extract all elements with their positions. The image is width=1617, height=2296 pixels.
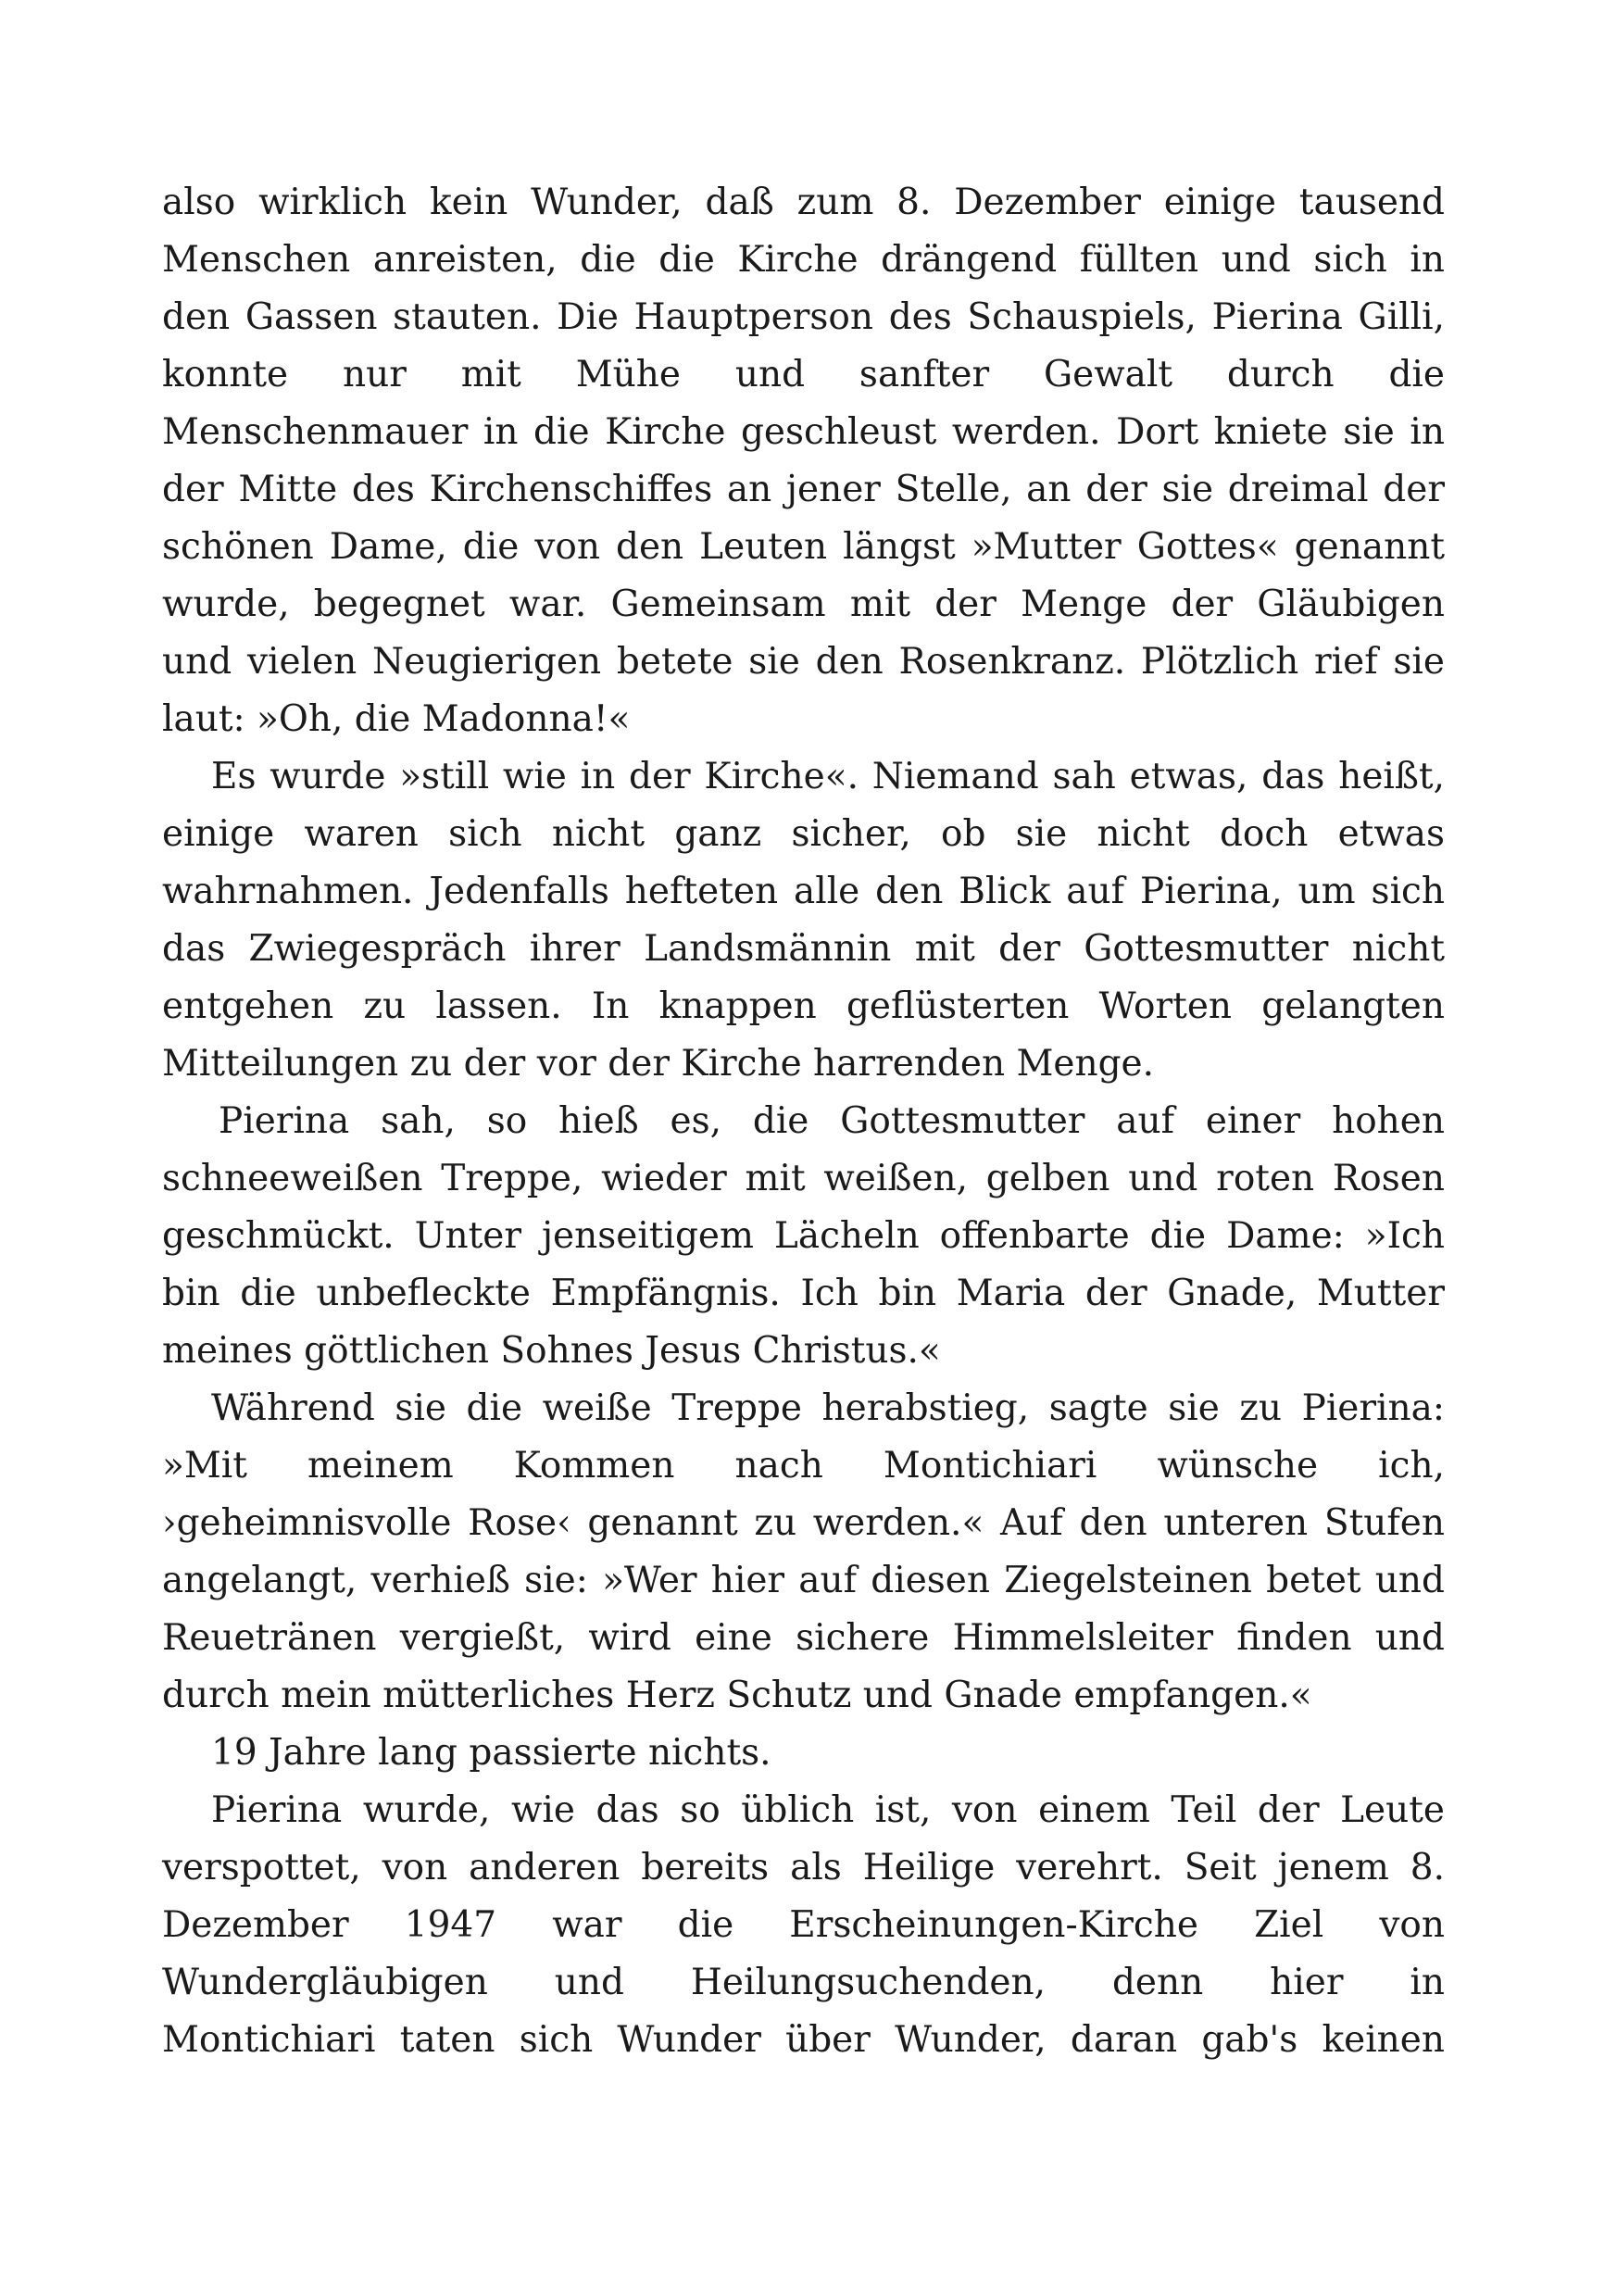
text-line: bin die unbefleckte Empfängnis. Ich bin Maria der Gnade, Mutter xyxy=(162,1273,1445,1314)
text-line: durch mein mütterliches Herz Schutz und Gnade empfangen.« xyxy=(162,1675,1312,1716)
text-line: und vielen Neugierigen betete sie den Rosenkranz. Plötzlich rief sie xyxy=(162,641,1445,683)
paragraph-start-line: Pierina wurde, wie das so üblich ist, von einem Teil der Leute xyxy=(211,1789,1445,1831)
text-line: Dezember 1947 war die Erscheinungen-Kirche Ziel von xyxy=(162,1904,1445,1946)
text-line: Menschen anreisten, die die Kirche drängend füllten und sich in xyxy=(162,239,1445,281)
paragraph-start-line: Es wurde »still wie in der Kirche«. Niemand sah etwas, das heißt, xyxy=(211,756,1445,797)
paragraph-start-line: Während sie die weiße Treppe herabstieg, sagte sie zu Pierina: xyxy=(211,1387,1445,1429)
paragraph-start-line: 19 Jahre lang passierte nichts. xyxy=(211,1732,771,1774)
text-line: meines göttlichen Sohnes Jesus Christus.« xyxy=(162,1330,941,1372)
text-line: schönen Dame, die von den Leuten längst »Mutter Gottes« genannt xyxy=(162,526,1445,568)
text-line: ›geheimnisvolle Rose‹ genannt zu werden.« Auf den unteren Stufen xyxy=(162,1502,1445,1544)
text-line: wahrnahmen. Jedenfalls hefteten alle den Blick auf Pierina, um sich xyxy=(162,871,1445,912)
text-line: das Zwiegespräch ihrer Landsmännin mit der Gottesmutter nicht xyxy=(162,928,1445,970)
text-line: »Mit meinem Kommen nach Montichiari wünsche ich, xyxy=(162,1445,1445,1487)
text-line: schneeweißen Treppe, wieder mit weißen, gelben und roten Rosen xyxy=(162,1158,1445,1199)
text-line: Menschenmauer in die Kirche geschleust werden. Dort kniete sie in xyxy=(162,411,1445,453)
text-line: laut: »Oh, die Madonna!« xyxy=(162,698,631,740)
text-line: der Mitte des Kirchenschiffes an jener Stelle, an der sie dreimal der xyxy=(162,469,1445,510)
text-line: also wirklich kein Wunder, daß zum 8. Dezember einige tausend xyxy=(162,182,1445,223)
text-line: entgehen zu lassen. In knappen geflüsterten Worten gelangten xyxy=(162,985,1445,1027)
text-line: einige waren sich nicht ganz sicher, ob sie nicht doch etwas xyxy=(162,813,1445,855)
text-line: geschmückt. Unter jenseitigem Lächeln offenbarte die Dame: »Ich xyxy=(162,1215,1445,1257)
paragraph-start-line: Pierina sah, so hieß es, die Gottesmutter auf einer hohen xyxy=(219,1100,1445,1142)
text-line: den Gassen stauten. Die Hauptperson des Schauspiels, Pierina Gilli, xyxy=(162,296,1445,338)
text-line: Wundergläubigen und Heilungsuchenden, denn hier in xyxy=(162,1962,1445,2003)
text-line: wurde, begegnet war. Gemeinsam mit der Menge der Gläubigen xyxy=(162,583,1445,625)
text-line: Mitteilungen zu der vor der Kirche harrenden Menge. xyxy=(162,1043,1155,1085)
text-line: Reuetränen vergießt, wird eine sichere Himmelsleiter finden und xyxy=(162,1617,1445,1659)
text-line: verspottet, von anderen bereits als Heilige verehrt. Seit jenem 8. xyxy=(162,1847,1445,1888)
text-line: konnte nur mit Mühe und sanfter Gewalt durch die xyxy=(162,354,1445,395)
text-line: angelangt, verhieß sie: »Wer hier auf diesen Ziegelsteinen betet und xyxy=(162,1560,1445,1601)
text-line: Montichiari taten sich Wunder über Wunder, daran gab's keinen xyxy=(162,2019,1445,2061)
